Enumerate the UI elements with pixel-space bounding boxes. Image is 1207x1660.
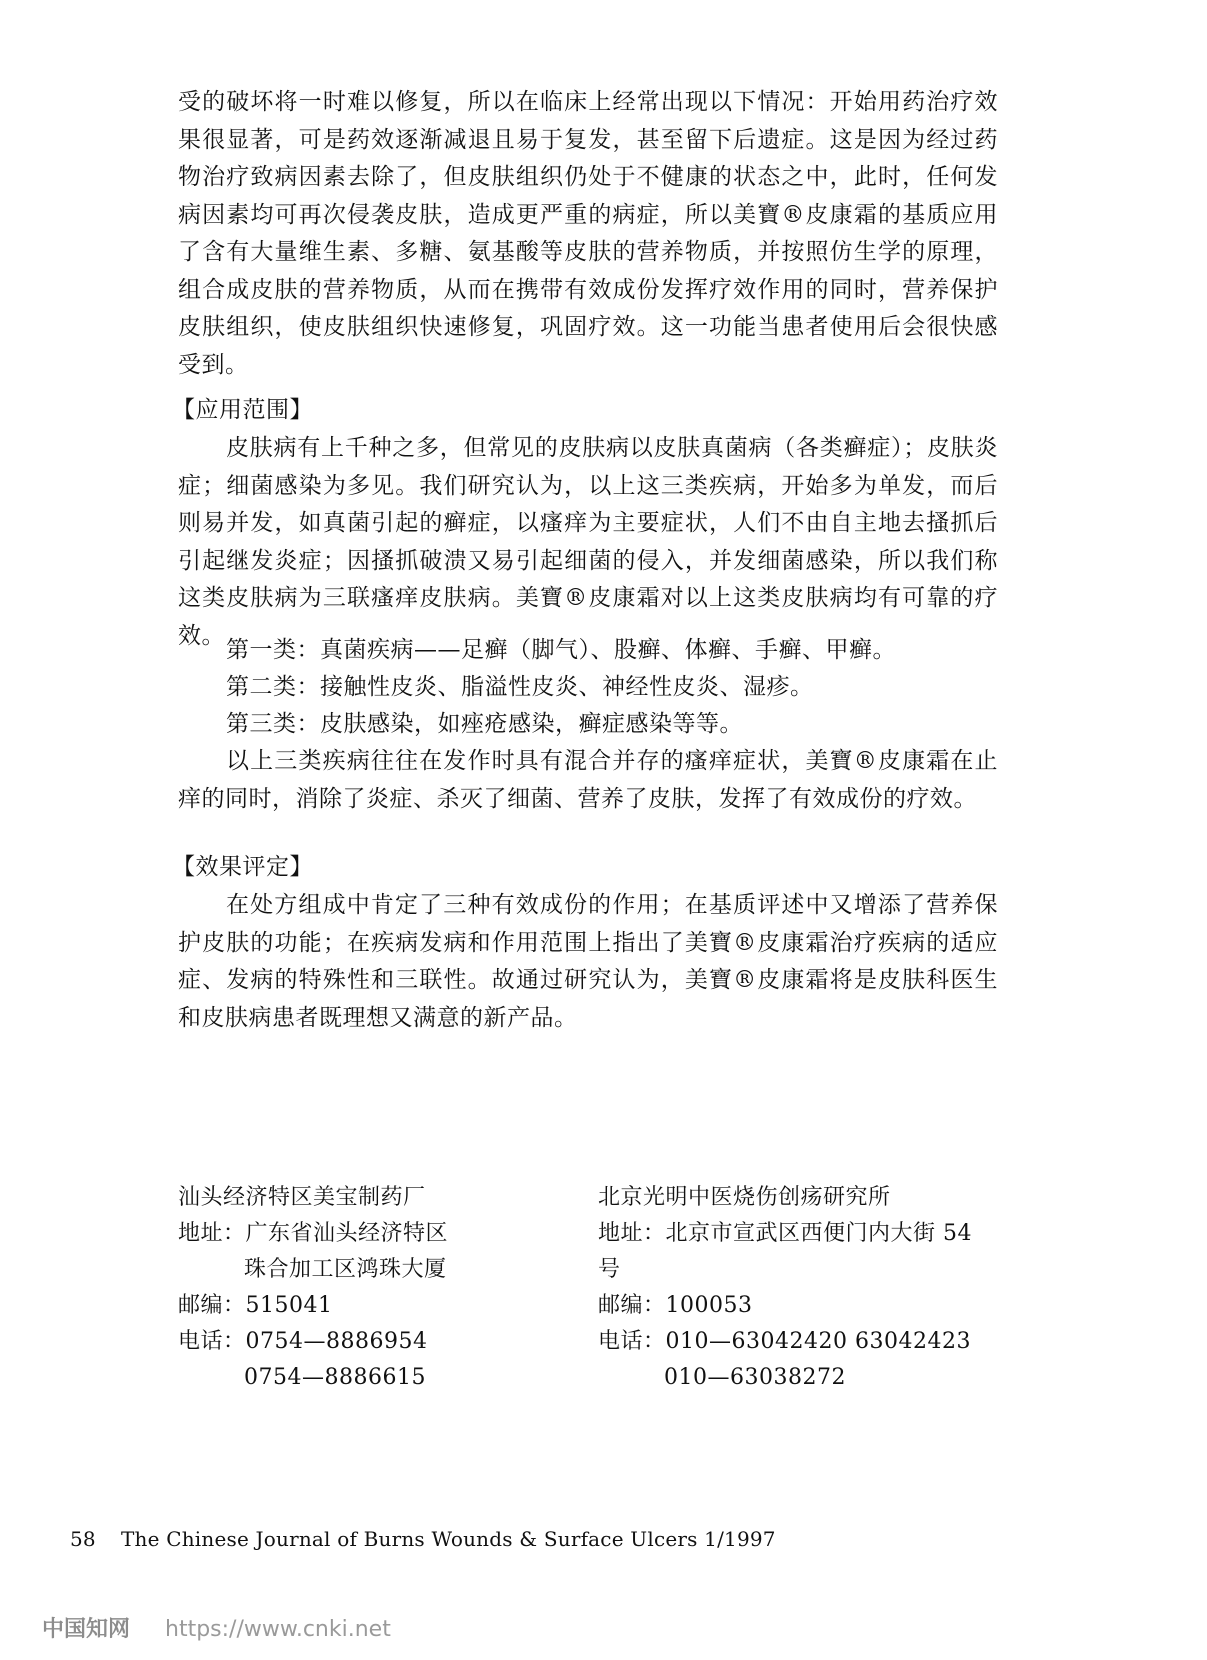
scope-closing-paragraph: 以上三类疾病往往在发作时具有混合并存的瘙痒症状，美寶®皮康霜在止痒的同时，消除了炎症、杀灭了细菌、营养了皮肤，发挥了有效成份的疗效。 — [178, 748, 998, 812]
section-heading-scope: 【应用范围】 — [172, 397, 313, 423]
right-institute-name: 北京光明中医烧伤创疡研究所 — [598, 1185, 891, 1210]
category-second: 第二类：接触性皮炎、脂溢性皮炎、神经性皮炎、湿疹。 — [226, 674, 814, 700]
page-number: 58 — [70, 1527, 96, 1551]
right-phone-line1: 电话：010—63042420 63042423 — [598, 1329, 971, 1354]
left-phone-line2: 0754—8886615 — [244, 1365, 426, 1390]
category-first: 第一类：真菌疾病——足癣（脚气）、股癣、体癣、手癣、甲癣。 — [226, 637, 896, 663]
left-address-line2: 珠合加工区鸿珠大厦 — [244, 1257, 447, 1282]
category-third: 第三类：皮肤感染，如痤疮感染，癣症感染等等。 — [226, 711, 743, 737]
scope-paragraph: 皮肤病有上千种之多，但常见的皮肤病以皮肤真菌病（各类癣症）；皮肤炎症；细菌感染为多见。我们研究认为，以上这三类疾病，开始多为单发，而后则易并发，如真菌引起的癣症，以瘙痒为主要症状，人们不由自主地去搔抓后引起继发炎症；因搔抓破溃又易引起细菌的侵入，并发细菌感染，所以我们称这类皮肤病为三联瘙痒皮肤病。美寶®皮康霜对以上这类皮肤病均有可靠的疗效。 — [178, 435, 998, 649]
section-heading-effect: 【效果评定】 — [172, 854, 313, 880]
cnki-watermark — [42, 1612, 391, 1643]
effect-paragraph: 在处方组成中肯定了三种有效成份的作用；在基质评述中又增添了营养保护皮肤的功能；在疾病发病和作用范围上指出了美寶®皮康霜治疗疾病的适应症、发病的特殊性和三联性。故通过研究认为，美寶®皮康霜将是皮肤科医生和皮肤病患者既理想又满意的新产品。 — [178, 892, 998, 1031]
right-phone-line2: 010—63038272 — [664, 1365, 846, 1390]
left-phone-line1: 电话：0754—8886954 — [178, 1329, 428, 1354]
right-address: 地址：北京市宣武区西便门内大街 54 号 — [598, 1221, 972, 1282]
cnki-logo: 中国知网 — [42, 1617, 131, 1642]
intro-paragraph: 受的破坏将一时难以修复，所以在临床上经常出现以下情况：开始用药治疗效果很显著，可是药效逐渐减退且易于复发，甚至留下后遗症。这是因为经过药物治疗致病因素去除了，但皮肤组织仍处于不健康的状态之中，此时，任何发病因素均可再次侵袭皮肤，造成更严重的病症，所以美寶®皮康霜的基质应用了含有大量维生素、多糖、氨基酸等皮肤的营养物质，并按照仿生学的原理，组合成皮肤的营养物质，从而在携带有效成份发挥疗效作用的同时，营养保护皮肤组织，使皮肤组织快速修复，巩固疗效。这一功能当患者使用后会很快感受到。 — [178, 89, 998, 378]
left-postcode: 邮编：515041 — [178, 1293, 333, 1318]
right-postcode: 邮编：100053 — [598, 1293, 753, 1318]
left-company-name: 汕头经济特区美宝制药厂 — [178, 1185, 426, 1210]
cnki-url: https://www.cnki.net — [165, 1617, 391, 1642]
left-address-line1: 地址：广东省汕头经济特区 — [178, 1221, 449, 1246]
journal-title: The Chinese Journal of Burns Wounds & Surface Ulcers 1/1997 — [120, 1527, 776, 1551]
page-footer — [70, 1527, 776, 1551]
